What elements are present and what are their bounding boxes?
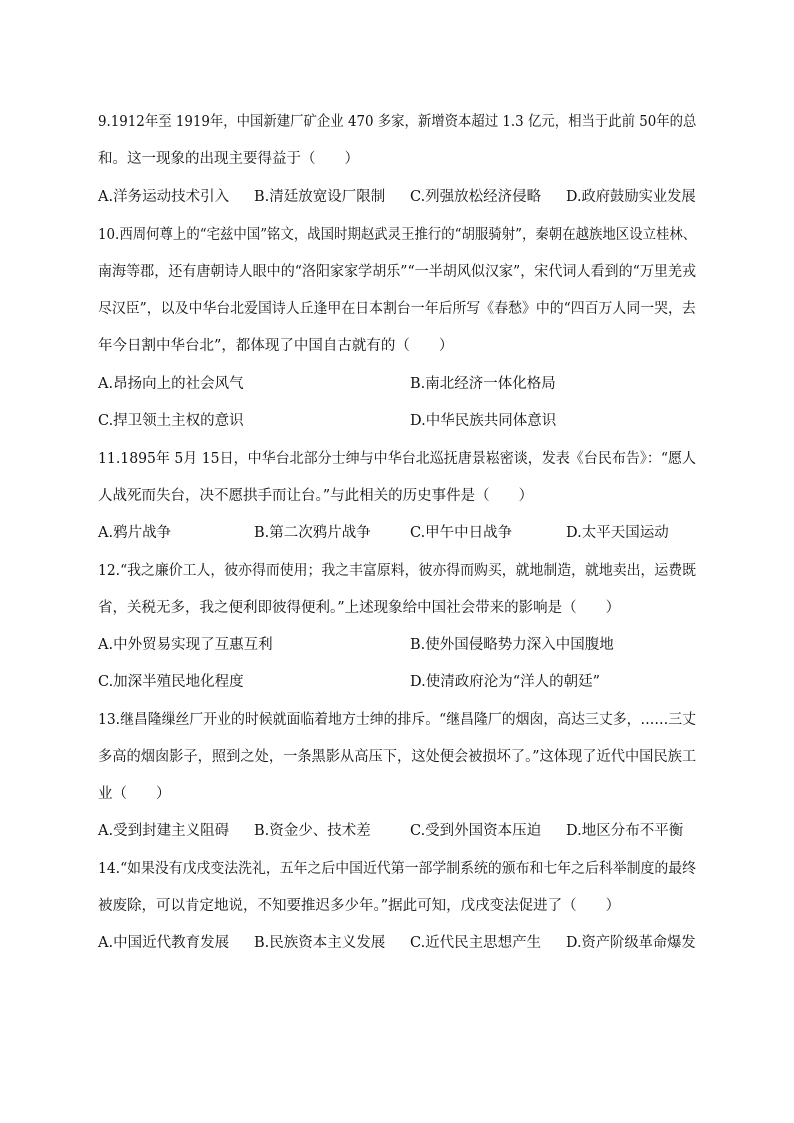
question-12-option-a: A.中外贸易实现了互惠互利 — [98, 637, 273, 653]
question-13-option-a: A.受到封建主义阻碍 — [98, 823, 230, 839]
question-11-line-2: 人战死而失台，决不愿拱手而让台。”与此相关的历史事件是（ ） — [98, 488, 534, 504]
question-14-option-d: D.资产阶级革命爆发 — [566, 935, 696, 951]
question-12-line-1: 12.“我之廉价工人，彼亦得而使用；我之丰富原料，彼亦得而购买，就地制造，就地卖出，运费既 — [98, 563, 696, 579]
question-10-option-a: A.昂扬向上的社会风气 — [98, 376, 244, 392]
question-9-option-a: A.洋务运动技术引入 — [98, 189, 230, 205]
question-11-option-b: B.第二次鸦片战争 — [254, 525, 371, 541]
question-13-option-c: C.受到外国资本压迫 — [410, 823, 542, 839]
question-10-option-c: C.捍卫领土主权的意识 — [98, 413, 244, 429]
question-12-option-b: B.使外国侵略势力深入中国腹地 — [410, 637, 614, 653]
question-12-option-d: D.使清政府沦为“洋人的朝廷” — [410, 674, 601, 690]
question-11-option-c: C.甲午中日战争 — [410, 525, 513, 541]
question-11-line-1: 11.1895年 5月 15日，中华台北部分士绅与中华台北巡抚唐景崧密谈，发表《台民布告》：“愿人 — [98, 451, 697, 467]
question-12-option-c: C.加深半殖民地化程度 — [98, 674, 244, 690]
question-10-line-2: 南海等郡，还有唐朝诗人眼中的“洛阳家家学胡乐”“一半胡风似汉家”，宋代词人看到的“万里羌戎 — [98, 264, 697, 280]
question-14-option-b: B.民族资本主义发展 — [254, 935, 386, 951]
question-13-option-d: D.地区分布不平衡 — [566, 823, 684, 839]
question-13-option-b: B.资金少、技术差 — [254, 823, 371, 839]
question-9-line-2: 和。这一现象的出现主要得益于（ ） — [98, 151, 359, 167]
question-13-line-3: 业（ ） — [98, 786, 171, 802]
question-10-line-3: 尽汉臣”，以及中华台北爱国诗人丘逢甲在日本割台一年后所写《春愁》中的“四百万人同一哭，去 — [98, 301, 696, 317]
question-14-line-2: 被废除，可以肯定地说，不知要推迟多少年。”据此可知，戊戌变法促进了（ ） — [98, 898, 621, 914]
question-14-option-c: C.近代民主思想产生 — [410, 935, 542, 951]
question-9-option-b: B.清廷放宽设厂限制 — [254, 189, 386, 205]
question-9-option-c: C.列强放松经济侵略 — [410, 189, 542, 205]
question-9-option-d: D.政府鼓励实业发展 — [566, 189, 696, 205]
question-13-line-2: 多高的烟囱影子，照到之处，一条黑影从高压下，这处便会被损坏了。”这体现了近代中国民族工 — [98, 749, 697, 765]
question-14-option-a: A.中国近代教育发展 — [98, 935, 230, 951]
question-11-option-a: A.鸦片战争 — [98, 525, 172, 541]
question-12-line-2: 省，关税无多，我之便利即彼得便利。”上述现象给中国社会带来的影响是（ ） — [98, 600, 621, 616]
question-9-line-1: 9.1912年至 1919年，中国新建厂矿企业 470 多家，新增资本超过 1.3 亿元，相当于此前 50年的总 — [98, 114, 697, 130]
question-11-option-d: D.太平天国运动 — [566, 525, 669, 541]
question-10-line-1: 10.西周何尊上的“宅兹中国”铭文，战国时期赵武灵王推行的“胡服骑射”，秦朝在越族地区设立桂林、 — [98, 227, 697, 243]
question-10-option-b: B.南北经济一体化格局 — [410, 376, 556, 392]
question-14-line-1: 14.“如果没有戊戌变法洗礼，五年之后中国近代第一部学制系统的颁布和七年之后科举制度的最终 — [98, 861, 696, 877]
question-10-option-d: D.中华民族共同体意识 — [410, 413, 557, 429]
question-13-line-1: 13.继昌隆缫丝厂开业的时候就面临着地方士绅的排斥。“继昌隆厂的烟囱，高达三丈多，……三丈 — [98, 712, 696, 728]
question-10-line-4: 年今日割中华台北”，都体现了中国自古就有的（ ） — [98, 338, 454, 354]
